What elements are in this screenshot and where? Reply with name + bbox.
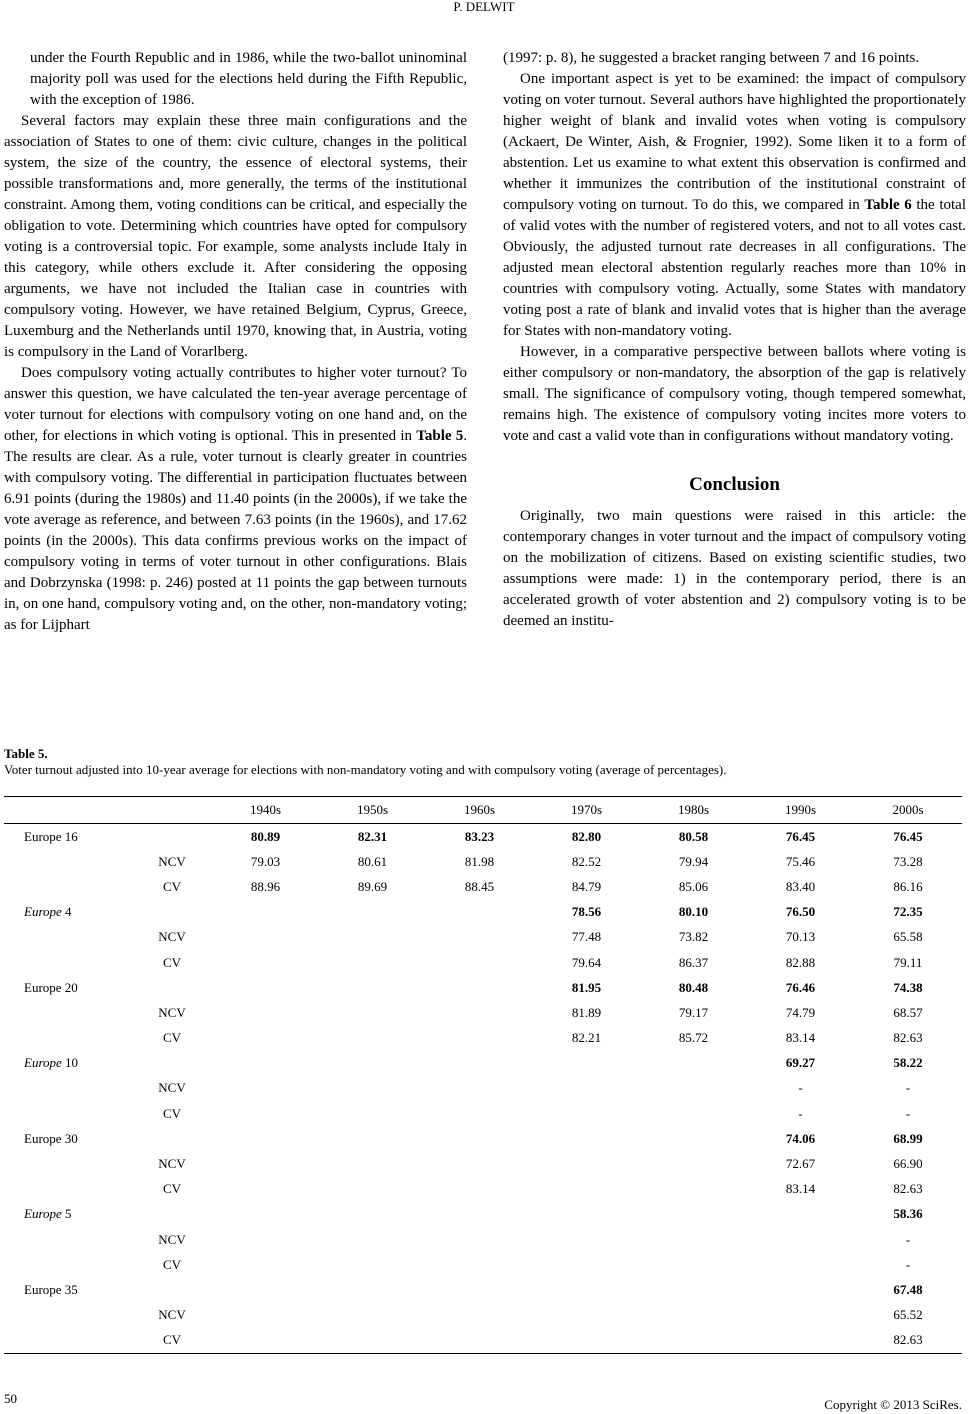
table-cell: - — [905, 1105, 911, 1121]
table-cell: 69.27 — [785, 1055, 816, 1071]
table-cell — [319, 1303, 426, 1328]
table-row-ncv — [4, 925, 962, 950]
sub-label: NCV — [158, 1231, 186, 1247]
group-label — [4, 1277, 132, 1302]
table-caption — [4, 746, 964, 778]
group-name: Europe — [24, 1206, 62, 1222]
sub-label: NCV — [158, 1156, 186, 1172]
right-column — [503, 48, 966, 632]
table-cell — [426, 1202, 533, 1227]
table-cell — [533, 1328, 640, 1354]
paragraph: Originally, two main questions were raised in this article: the contemporary changes in voter turnout and the impact of compulsory voting on the mobilization of citizens. Based on existing scientific studies, two assumptions were made: 1) in the contemporary period, there is an accelerated growth of voter abstention and 2) compulsory voting is to be deemed an institu- — [503, 508, 966, 629]
table-cell: 66.90 — [893, 1156, 923, 1172]
paragraph — [4, 363, 467, 636]
table-row-cv — [4, 1101, 962, 1126]
table-row-ncv — [4, 849, 962, 874]
table-cell: 76.50 — [785, 904, 816, 920]
table-row-cv — [4, 874, 962, 899]
table-cell — [212, 900, 319, 925]
table-cell: 88.45 — [464, 878, 495, 894]
table-cell — [640, 1101, 747, 1126]
table-cell: 68.99 — [893, 1130, 923, 1146]
table-cell: - — [905, 1231, 911, 1247]
group-label-empty — [4, 1151, 132, 1176]
table-cell: 67.48 — [893, 1281, 923, 1297]
group-label-empty — [4, 1252, 132, 1277]
table-cell — [426, 975, 533, 1000]
paragraph-text: the total of valid votes with the number of registered voters, and not to all votes cast. Obviously, the adjusted turnout rate decreases in all configurations. The adjusted mean electoral abstention regularly reaches more than 10% in countries with compulsory voting. Actually, some States with mandatory voting post a rate of blank and invalid votes that is higher than the average for States with non-mandatory voting. — [503, 197, 966, 339]
table-cell: 72.35 — [893, 904, 923, 920]
table-cell — [319, 1202, 426, 1227]
group-label-empty — [4, 1076, 132, 1101]
column-header: 1940s — [212, 797, 319, 824]
group-name: Europe — [24, 904, 62, 920]
table-cell: 74.79 — [785, 1004, 816, 1020]
group-count: 16 — [64, 828, 78, 844]
table-cell: 79.94 — [678, 853, 709, 869]
table-cell — [533, 1076, 640, 1101]
table-cell: 80.58 — [678, 828, 709, 844]
sub-label: CV — [132, 1328, 212, 1354]
table-cell — [426, 1000, 533, 1025]
table-row-cv — [4, 1328, 962, 1354]
table-cell — [319, 975, 426, 1000]
table-cell: 82.88 — [785, 954, 816, 970]
table-row-cv — [4, 1177, 962, 1202]
table-cell — [212, 1026, 319, 1051]
table-cell — [319, 925, 426, 950]
table-cell — [319, 1328, 426, 1354]
paragraph: (1997: p. 8), he suggested a bracket ranging between 7 and 16 points. — [503, 50, 920, 66]
group-name: Europe — [24, 979, 62, 995]
table-cell — [212, 1000, 319, 1025]
group-label — [4, 900, 132, 925]
table-cell: 79.17 — [678, 1004, 709, 1020]
table-group-row — [4, 975, 962, 1000]
section-heading: Conclusion — [689, 474, 780, 495]
sub-label: CV — [162, 954, 182, 970]
sub-label-empty — [132, 900, 212, 925]
table-row-ncv — [4, 1303, 962, 1328]
table-cell — [640, 1076, 747, 1101]
column-header: 1990s — [747, 797, 854, 824]
table-cell — [319, 1101, 426, 1126]
table-cell — [640, 1227, 747, 1252]
sub-label: CV — [162, 1256, 182, 1272]
table-row-ncv — [4, 1076, 962, 1101]
table-cell: 82.52 — [571, 853, 602, 869]
sub-label: CV — [162, 1105, 182, 1121]
group-label-empty — [4, 925, 132, 950]
table-cell — [533, 1202, 640, 1227]
table-cell: 75.46 — [785, 853, 816, 869]
paragraph — [503, 69, 966, 342]
group-label-empty — [4, 1328, 132, 1354]
table-cell — [640, 1151, 747, 1176]
list-continuation — [4, 48, 467, 111]
group-label-empty — [4, 849, 132, 874]
group-label-empty — [4, 1000, 132, 1025]
table-cell — [319, 1227, 426, 1252]
table-cell — [319, 1026, 426, 1051]
table-row-cv — [4, 1026, 962, 1051]
table-cell: 79.03 — [250, 853, 281, 869]
table-cell — [212, 1177, 319, 1202]
table-cell — [426, 900, 533, 925]
table-cell: 73.28 — [893, 853, 923, 869]
table-group-row — [4, 1126, 962, 1151]
table-cell — [747, 1277, 854, 1302]
group-label-empty — [4, 1227, 132, 1252]
sub-label: CV — [162, 878, 182, 894]
table-cell — [640, 1277, 747, 1302]
table-row-cv — [4, 1252, 962, 1277]
table-cell — [319, 1000, 426, 1025]
table-cell: 78.56 — [571, 904, 602, 920]
table-cell — [640, 1051, 747, 1076]
table-cell — [319, 1126, 426, 1151]
table-cell — [640, 1202, 747, 1227]
group-count: 4 — [65, 904, 72, 920]
table-cell: 76.45 — [893, 828, 923, 844]
table-cell: - — [798, 1105, 803, 1121]
table-cell: 88.96 — [250, 878, 281, 894]
table-cell — [212, 1126, 319, 1151]
group-label — [4, 824, 132, 850]
paragraph-text: . The results are clear. As a rule, voter turnout is clearly greater in countries with compulsory voting. The differential in participation fluctuates between 6.91 points (during the 1980s) and 11.40 points (in the 2000s), if we take the vote average as reference, and between 7.63 points (in the 1960s), and 17.62 points (in the 2000s). This data confirms previous works on the impact of compulsory voting in terms of voter turnout in other configurations. Blais and Dobrzynska (1998: p. 246) posted at 11 points the gap between turnouts in, on one hand, compulsory voting and, on the other, non-mandatory voting; as for Lijphart — [4, 428, 468, 633]
table-cell: 79.11 — [893, 954, 923, 970]
table-group-row — [4, 900, 962, 925]
table-cell — [533, 1051, 640, 1076]
table-cell — [747, 1202, 854, 1227]
table-cell — [212, 1101, 319, 1126]
table-cell — [426, 1151, 533, 1176]
sub-label: NCV — [158, 853, 186, 869]
table-row-ncv — [4, 1227, 962, 1252]
table-cell — [426, 1126, 533, 1151]
table-cell — [319, 1151, 426, 1176]
table-cell: 81.95 — [571, 979, 602, 995]
table-cell: 76.46 — [785, 979, 816, 995]
table-group-row — [4, 1202, 962, 1227]
table-cell: - — [798, 1080, 803, 1096]
sub-label-empty — [132, 1051, 212, 1076]
paragraph-text: One important aspect is yet to be examined: the impact of compulsory voting on voter turnout. Several authors have highlighted the proportionately higher weight of blank and invalid votes when voting is compulsory (Ackaert, De Winter, Aish, & Frognier, 1992). Some liken it to a form of abstention. Let us examine to what extent this observation is confirmed and whether it immunizes the contribution of the institutional constraint of compulsory voting on turnout. To do this, we compared in — [503, 71, 966, 213]
group-label — [4, 975, 132, 1000]
sub-label-empty — [132, 1277, 212, 1302]
table-cell — [212, 1277, 319, 1302]
table-cell — [533, 1177, 640, 1202]
group-label-empty — [4, 1303, 132, 1328]
table-cell: 89.69 — [357, 878, 388, 894]
table-cell — [426, 1076, 533, 1101]
group-label — [4, 1202, 132, 1227]
group-label-empty — [4, 1177, 132, 1202]
sub-label: CV — [162, 1030, 182, 1046]
table-cell — [319, 1277, 426, 1302]
sub-label: NCV — [158, 1307, 186, 1323]
column-header: 1970s — [533, 797, 640, 824]
group-count: 10 — [65, 1055, 79, 1071]
table-cell — [426, 1252, 533, 1277]
group-count: 5 — [65, 1206, 72, 1222]
table-cell — [212, 1328, 319, 1354]
paragraph-text: Does compulsory voting actually contributes to higher voter turnout? To answer this question, we have calculated the ten-year average percentage of voter turnout for elections with compulsory voting on one hand and, on the other, for elections in which voting is optional. This in presented in — [4, 365, 467, 444]
group-name: Europe — [24, 1130, 62, 1146]
table-group-row — [4, 1277, 962, 1302]
table-cell: 82.63 — [893, 1030, 923, 1046]
table-cell: 82.63 — [854, 1328, 962, 1354]
table-cell: 80.10 — [678, 904, 709, 920]
table-cell: 82.21 — [571, 1030, 602, 1046]
table-cell: 83.40 — [785, 878, 816, 894]
table-cell: 65.58 — [893, 929, 923, 945]
table-cell: 85.06 — [678, 878, 709, 894]
table-cell — [426, 1328, 533, 1354]
table-cell — [533, 1126, 640, 1151]
table-cell — [426, 925, 533, 950]
table-cell: - — [905, 1080, 911, 1096]
column-header: 1980s — [640, 797, 747, 824]
group-name: Europe — [24, 1055, 62, 1071]
column-header: 1960s — [426, 797, 533, 824]
column-header: 2000s — [854, 797, 962, 824]
group-label-empty — [4, 1026, 132, 1051]
table-cell — [533, 1227, 640, 1252]
group-count: 35 — [64, 1281, 78, 1297]
table-cell — [319, 900, 426, 925]
table-cell — [212, 1202, 319, 1227]
table-cell — [747, 1252, 854, 1277]
table-cell: 80.89 — [250, 828, 281, 844]
table-cell — [212, 925, 319, 950]
table-cell: 83.14 — [785, 1181, 816, 1197]
paragraph: Several factors may explain these three main configurations and the association of States to one of them: civic culture, changes in the political system, the size of the country, the essence of electoral systems, their possible transformations and, more generally, the terms of the institutional constraint. Among them, voting conditions can be critical, and especially the obligation to vote. Determining which countries have opted for compulsory voting is a controversial topic. For example, some analysts include Italy in this category, while others exclude it. After considering the opposing arguments, we have not included the Italian case in countries with compulsory voting. However, we have retained Belgium, Cyprus, Greece, Luxemburg and the Netherlands until 1970, knowing that, in Austria, voting is compulsory in the Land of Vorarlberg. — [4, 113, 467, 360]
table-cell: 86.16 — [893, 878, 923, 894]
table-cell: 81.89 — [571, 1004, 602, 1020]
table-header-row — [4, 797, 962, 824]
table-cell — [426, 1101, 533, 1126]
table-cell: 65.52 — [893, 1307, 923, 1323]
sub-label: NCV — [158, 1080, 186, 1096]
table-cell: 73.82 — [678, 929, 709, 945]
table-cell — [533, 1101, 640, 1126]
sub-label-empty — [132, 975, 212, 1000]
table-cell — [747, 1227, 854, 1252]
table-cell: 81.98 — [464, 853, 495, 869]
header-cell-empty — [4, 797, 132, 824]
table-cell: 83.23 — [464, 828, 495, 844]
table-cell — [212, 1252, 319, 1277]
table-group-row — [4, 824, 962, 850]
list-item: under the Fourth Republic and in 1986, while the two-ballot uninominal majority poll was used for the elections held during the Fifth Republic, with the exception of 1986. — [30, 50, 467, 108]
table-cell: - — [905, 1256, 911, 1272]
column-header: 1950s — [319, 797, 426, 824]
group-count: 20 — [64, 979, 78, 995]
table-cell — [640, 1177, 747, 1202]
table-cell — [212, 950, 319, 975]
table-cell — [426, 1227, 533, 1252]
running-header: P. DELWIT — [453, 0, 515, 14]
table-cell: 72.67 — [785, 1156, 816, 1172]
group-label-empty — [4, 874, 132, 899]
group-label — [4, 1126, 132, 1151]
table-cell: 82.31 — [357, 828, 388, 844]
table-cell — [319, 1051, 426, 1076]
table-cell: 84.79 — [571, 878, 602, 894]
sub-label: NCV — [158, 1004, 186, 1020]
sub-label-empty — [132, 824, 212, 850]
table-cell — [640, 1126, 747, 1151]
table-cell — [533, 1277, 640, 1302]
sub-label: NCV — [158, 929, 186, 945]
table-cell — [212, 1227, 319, 1252]
copyright: Copyright © 2013 SciRes. — [824, 1397, 962, 1412]
sub-label: CV — [162, 1181, 182, 1197]
table-cell: 83.14 — [785, 1030, 816, 1046]
group-count: 30 — [64, 1130, 78, 1146]
table-cell — [533, 1252, 640, 1277]
table-cell: 86.37 — [678, 954, 709, 970]
table-cell — [533, 1303, 640, 1328]
group-name: Europe — [24, 1281, 62, 1297]
page-number: 50 — [4, 1391, 17, 1406]
table-5 — [4, 796, 962, 1354]
table-cell — [212, 1076, 319, 1101]
table-cell — [212, 1303, 319, 1328]
group-label-empty — [4, 1101, 132, 1126]
paragraph: However, in a comparative perspective between ballots where voting is either compulsory or non-mandatory, the absorption of the gap is relatively small. The significance of compulsory voting, though tempered somewhat, remains high. The existence of compulsory voting incites more voters to vote and cast a valid vote than in configurations without mandatory voting. — [503, 344, 966, 444]
table-caption-text: Voter turnout adjusted into 10-year average for elections with non-mandatory voting and with compulsory voting (average of percentages). — [4, 762, 727, 777]
table-cell: 70.13 — [785, 929, 816, 945]
header-cell-empty — [132, 797, 212, 824]
table-row-cv — [4, 950, 962, 975]
table-cell: 77.48 — [571, 929, 602, 945]
sub-label-empty — [132, 1202, 212, 1227]
table-cell — [426, 1177, 533, 1202]
table-cell: 82.80 — [571, 828, 602, 844]
left-column — [4, 48, 467, 636]
table-group-row — [4, 1051, 962, 1076]
table-cell — [319, 950, 426, 975]
table-cell — [426, 1026, 533, 1051]
table-cell: 80.61 — [357, 853, 388, 869]
table-cell: 76.45 — [785, 828, 816, 844]
table-cell — [747, 1303, 854, 1328]
table-cell: 80.48 — [678, 979, 709, 995]
table-cell — [319, 1076, 426, 1101]
table-row-ncv — [4, 1000, 962, 1025]
group-label — [4, 1051, 132, 1076]
group-name: Europe — [24, 828, 62, 844]
table-cell — [640, 1303, 747, 1328]
table-cell: 79.64 — [571, 954, 602, 970]
group-label-empty — [4, 950, 132, 975]
table-label: Table 5. — [4, 746, 48, 761]
table-cell: 74.38 — [893, 979, 923, 995]
table-reference[interactable]: Table 5 — [416, 428, 464, 444]
table-cell — [533, 1151, 640, 1176]
table-cell: 68.57 — [893, 1004, 923, 1020]
table-cell — [319, 1252, 426, 1277]
table-cell: 58.36 — [893, 1206, 923, 1222]
table-body — [4, 824, 962, 1354]
table-reference[interactable]: Table 6 — [864, 197, 912, 213]
table-row-ncv — [4, 1151, 962, 1176]
table-cell: 85.72 — [678, 1030, 709, 1046]
table-cell — [426, 1051, 533, 1076]
table-cell — [426, 1303, 533, 1328]
table-cell — [212, 1151, 319, 1176]
table-cell — [426, 1277, 533, 1302]
table-cell — [426, 950, 533, 975]
table-cell — [640, 1252, 747, 1277]
table-cell — [319, 1177, 426, 1202]
sub-label-empty — [132, 1126, 212, 1151]
table-cell: 74.06 — [785, 1130, 816, 1146]
table-cell — [747, 1328, 854, 1354]
table-cell: 58.22 — [893, 1055, 923, 1071]
table-cell — [212, 1051, 319, 1076]
table-cell — [640, 1328, 747, 1354]
table-cell — [212, 975, 319, 1000]
table-cell: 82.63 — [893, 1181, 923, 1197]
